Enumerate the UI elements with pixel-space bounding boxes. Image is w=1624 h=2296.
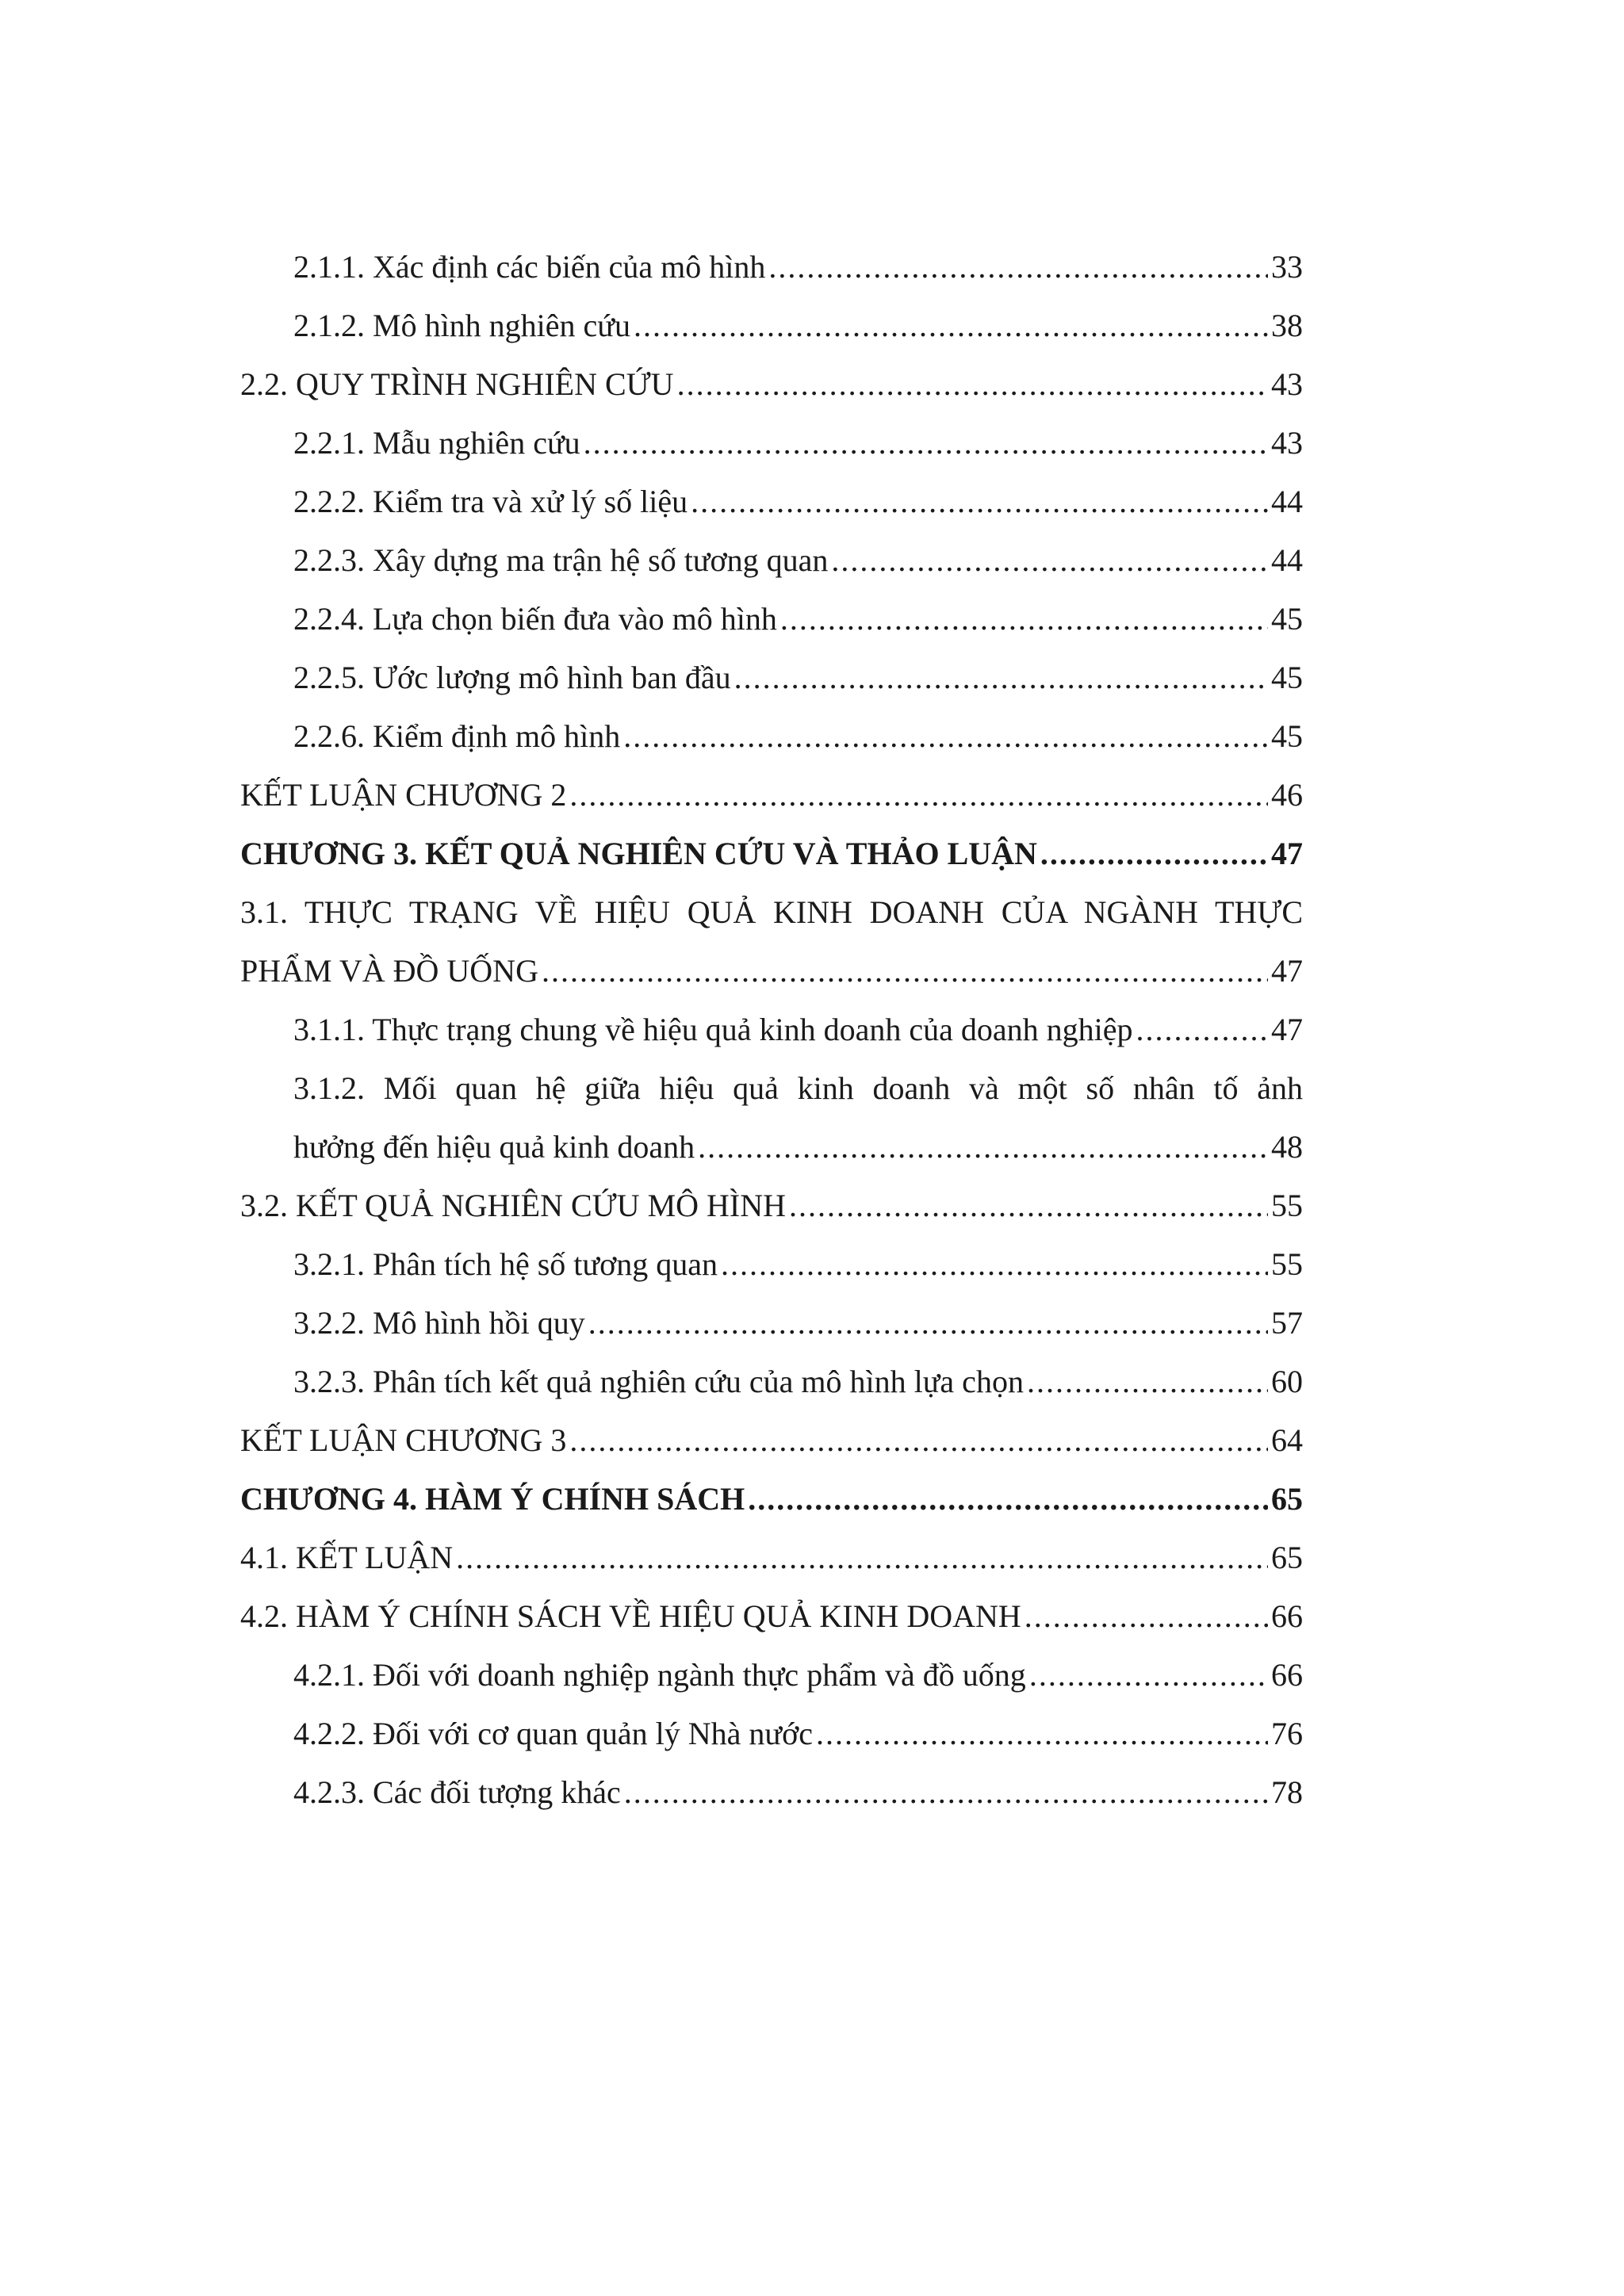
toc-entry[interactable]: [240, 531, 1303, 590]
toc-entry[interactable]: [240, 238, 1303, 297]
toc-entry-page-number: 65: [1271, 1481, 1303, 1517]
toc-dot-leader: [831, 531, 1268, 590]
toc-entry-title: 4.2.3. Các đối tượng khác: [293, 1774, 621, 1810]
toc-entry[interactable]: [240, 1529, 1303, 1587]
toc-entry-page-number: 55: [1271, 1246, 1303, 1282]
toc-entry-title: 2.2.4. Lựa chọn biến đưa vào mô hình: [293, 601, 777, 637]
toc-entry-line1: 3.1.2. Mối quan hệ giữa hiệu quả kinh doanh và một số nhân tố ảnh: [293, 1070, 1303, 1106]
toc-entry-title: 4.2.2. Đối với cơ quan quản lý Nhà nước: [293, 1716, 814, 1751]
toc-entry-title: 3.2.2. Mô hình hồi quy: [293, 1305, 585, 1341]
toc-entry[interactable]: [240, 707, 1303, 766]
toc-entry-page-number: 66: [1271, 1598, 1303, 1634]
toc-entry-title: hưởng đến hiệu quả kinh doanh: [293, 1129, 695, 1165]
toc-entry-page-number: 45: [1271, 718, 1303, 754]
toc-dot-leader: [588, 1294, 1268, 1353]
toc-entry[interactable]: [240, 1705, 1303, 1763]
toc-entry[interactable]: [240, 473, 1303, 531]
toc-dot-leader: [569, 1411, 1268, 1470]
toc-entry-page-number: 44: [1271, 542, 1303, 578]
toc-entry-page-number: 65: [1271, 1540, 1303, 1575]
toc-entry-title: 3.2.3. Phân tích kết quả nghiên cứu của mô hình lựa chọn: [293, 1364, 1024, 1399]
toc-entry-title: 2.2.1. Mẫu nghiên cứu: [293, 425, 580, 461]
table-of-contents: [240, 238, 1303, 1822]
toc-entry-title: 4.1. KẾT LUẬN: [240, 1540, 454, 1575]
toc-entry[interactable]: [240, 1587, 1303, 1646]
toc-entry[interactable]: [240, 825, 1303, 883]
toc-entry-page-number: 64: [1271, 1422, 1303, 1458]
toc-entry-title: 2.1.1. Xác định các biến của mô hình: [293, 249, 766, 285]
toc-entry-page-number: 45: [1271, 660, 1303, 695]
toc-entry-page-number: 66: [1271, 1657, 1303, 1693]
toc-dot-leader: [768, 238, 1268, 297]
toc-entry[interactable]: [240, 1177, 1303, 1235]
toc-dot-leader: [1027, 1353, 1268, 1411]
toc-dot-leader: [677, 355, 1268, 414]
toc-entry[interactable]: [240, 355, 1303, 414]
toc-entry[interactable]: [240, 1001, 1303, 1059]
toc-dot-leader: [1029, 1646, 1268, 1705]
toc-entry-title: KẾT LUẬN CHƯƠNG 2: [240, 777, 567, 813]
toc-entry-line1: 3.1. THỰC TRẠNG VỀ HIỆU QUẢ KINH DOANH CỦA NGÀNH THỰC: [240, 894, 1303, 930]
toc-dot-leader: [1025, 1587, 1268, 1646]
toc-entry[interactable]: [240, 1470, 1303, 1529]
toc-entry[interactable]: [240, 766, 1303, 825]
toc-entry[interactable]: [240, 649, 1303, 707]
toc-entry-page-number: 47: [1271, 953, 1303, 989]
toc-entry[interactable]: [240, 1235, 1303, 1294]
toc-entry[interactable]: [240, 1763, 1303, 1822]
toc-dot-leader: [748, 1470, 1268, 1529]
toc-entry-page-number: 44: [1271, 484, 1303, 519]
toc-entry[interactable]: [240, 1646, 1303, 1705]
toc-entry-page-number: 76: [1271, 1716, 1303, 1751]
toc-entry-title: PHẨM VÀ ĐỒ UỐNG: [240, 953, 538, 989]
toc-entry-title: 2.2.5. Ước lượng mô hình ban đầu: [293, 660, 731, 695]
toc-dot-leader: [721, 1235, 1268, 1294]
toc-dot-leader: [623, 707, 1268, 766]
toc-entry[interactable]: [240, 1294, 1303, 1353]
toc-entry-page-number: 78: [1271, 1774, 1303, 1810]
toc-dot-leader: [542, 942, 1268, 1001]
toc-entry-page-number: 46: [1271, 777, 1303, 813]
toc-dot-leader: [734, 649, 1268, 707]
toc-entry-title: 2.2.2. Kiểm tra và xử lý số liệu: [293, 484, 688, 519]
toc-dot-leader: [698, 1118, 1268, 1177]
toc-entry-page-number: 55: [1271, 1188, 1303, 1223]
toc-entry-page-number: 38: [1271, 308, 1303, 343]
toc-entry[interactable]: [240, 1353, 1303, 1411]
toc-entry-page-number: 33: [1271, 249, 1303, 285]
toc-dot-leader: [816, 1705, 1268, 1763]
toc-entry[interactable]: [240, 1411, 1303, 1470]
toc-entry-page-number: 43: [1271, 366, 1303, 402]
toc-entry-page-number: 60: [1271, 1364, 1303, 1399]
toc-entry-title: KẾT LUẬN CHƯƠNG 3: [240, 1422, 567, 1458]
toc-entry-page-number: 47: [1271, 836, 1303, 871]
toc-entry[interactable]: [240, 590, 1303, 649]
toc-entry-page-number: 45: [1271, 601, 1303, 637]
toc-entry-title: 2.1.2. Mô hình nghiên cứu: [293, 308, 630, 343]
toc-entry-page-number: 48: [1271, 1129, 1303, 1165]
toc-entry-title: 2.2.3. Xây dựng ma trận hệ số tương quan: [293, 542, 829, 578]
toc-dot-leader: [1040, 825, 1268, 883]
toc-entry-title: 4.2. HÀM Ý CHÍNH SÁCH VỀ HIỆU QUẢ KINH DOANH: [240, 1598, 1021, 1634]
toc-entry-title: 2.2. QUY TRÌNH NGHIÊN CỨU: [240, 366, 674, 402]
toc-entry-page-number: 57: [1271, 1305, 1303, 1341]
toc-dot-leader: [789, 1177, 1268, 1235]
toc-entry-title: CHƯƠNG 4. HÀM Ý CHÍNH SÁCH: [240, 1481, 745, 1517]
toc-dot-leader: [456, 1529, 1268, 1587]
toc-entry[interactable]: [240, 1118, 1303, 1177]
toc-entry-title: CHƯƠNG 3. KẾT QUẢ NGHIÊN CỨU VÀ THẢO LUẬN: [240, 836, 1037, 871]
toc-entry[interactable]: [240, 297, 1303, 355]
toc-entry[interactable]: [240, 414, 1303, 473]
toc-dot-leader: [584, 414, 1268, 473]
toc-entry-title: 4.2.1. Đối với doanh nghiệp ngành thực phẩm và đồ uống: [293, 1657, 1026, 1693]
toc-entry[interactable]: [240, 942, 1303, 1001]
toc-entry-title: 3.2.1. Phân tích hệ số tương quan: [293, 1246, 718, 1282]
toc-dot-leader: [1136, 1001, 1268, 1059]
toc-entry-page-number: 43: [1271, 425, 1303, 461]
toc-entry-title: 2.2.6. Kiểm định mô hình: [293, 718, 621, 754]
toc-dot-leader: [569, 766, 1268, 825]
toc-entry-title: 3.2. KẾT QUẢ NGHIÊN CỨU MÔ HÌNH: [240, 1188, 787, 1223]
toc-dot-leader: [634, 297, 1268, 355]
toc-dot-leader: [624, 1763, 1268, 1822]
toc-entry-title: 3.1.1. Thực trạng chung về hiệu quả kinh doanh của doanh nghiệp: [293, 1012, 1133, 1047]
toc-entry-page-number: 47: [1271, 1012, 1303, 1047]
toc-dot-leader: [691, 473, 1268, 531]
toc-dot-leader: [780, 590, 1268, 649]
